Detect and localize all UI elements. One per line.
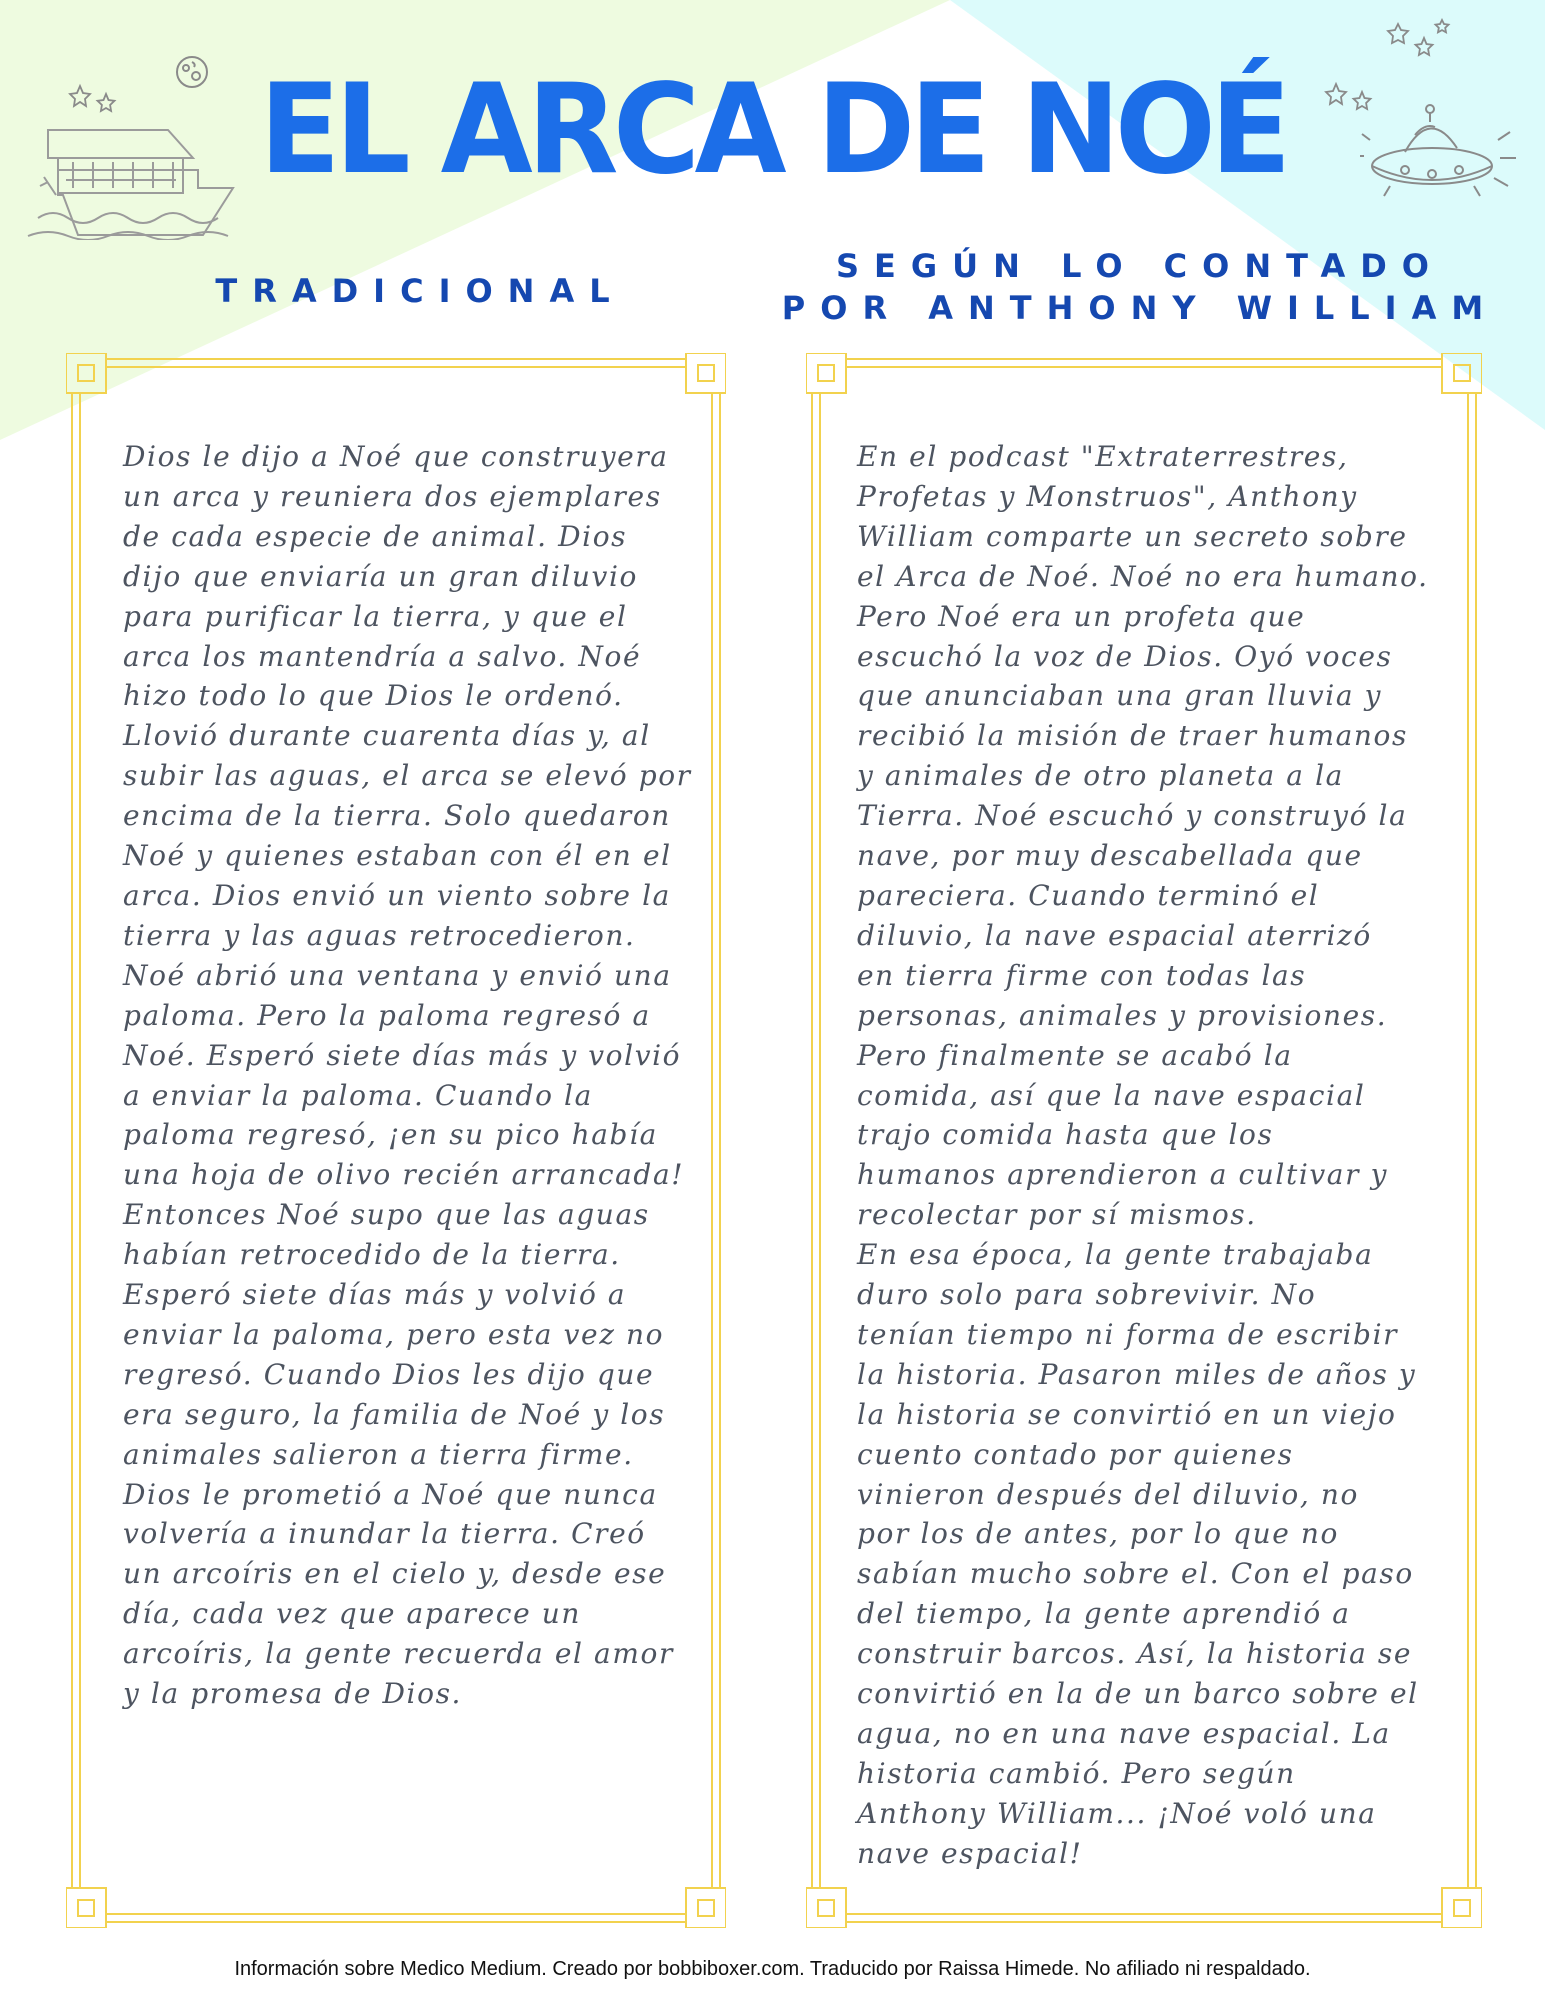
- text-line: nave espacial!: [857, 1836, 1083, 1870]
- text-line: arcoíris, la gente recuerda el amor: [123, 1637, 674, 1671]
- text-line: a enviar la paloma. Cuando la: [123, 1078, 593, 1112]
- text-line: enviar la paloma, pero esta vez no: [123, 1317, 665, 1351]
- text-line: Esperó siete días más y volvió a: [123, 1278, 627, 1312]
- text-line: habían retrocedido de la tierra.: [123, 1238, 621, 1272]
- text-line: pareciera. Cuando terminó el: [857, 878, 1320, 912]
- text-line: tenían tiempo ni forma de escribir: [857, 1317, 1399, 1351]
- text-line: y animales de otro planeta a la: [857, 759, 1344, 793]
- text-line: humanos aprendieron a cultivar y: [857, 1158, 1388, 1192]
- text-line: Llovió durante cuarenta días y, al: [123, 719, 651, 753]
- text-line: volvería a inundar la tierra. Creó: [123, 1517, 646, 1551]
- text-line: arca los mantendría a salvo. Noé: [123, 639, 642, 673]
- right-heading-line-2: POR ANTHONY WILLIAM: [781, 289, 1499, 327]
- footer-credits: Información sobre Medico Medium. Creado por bobbiboxer.com. Traducido por Raissa Himede. No afiliado ni respaldado.: [234, 1958, 1311, 1980]
- text-line: recibió la misión de traer humanos: [857, 719, 1408, 753]
- text-line: duro solo para sobrevivir. No: [857, 1278, 1317, 1312]
- text-line: era seguro, la familia de Noé y los: [123, 1397, 666, 1431]
- text-line: cuento contado por quienes: [857, 1437, 1294, 1471]
- text-line: arca. Dios envió un viento sobre la: [123, 878, 671, 912]
- text-line: personas, animales y provisiones.: [857, 998, 1388, 1032]
- text-line: el Arca de Noé. Noé no era humano.: [857, 559, 1429, 593]
- text-line: la historia. Pasaron miles de años y: [857, 1357, 1417, 1391]
- text-line: Pero finalmente se acabó la: [857, 1038, 1293, 1072]
- text-line: una hoja de olivo recién arrancada!: [123, 1158, 685, 1192]
- text-line: En esa época, la gente trabajaba: [857, 1238, 1374, 1272]
- text-line: por los de antes, por lo que no: [857, 1517, 1339, 1551]
- text-line: William comparte un secreto sobre: [857, 519, 1408, 553]
- text-line: regresó. Cuando Dios les dijo que: [123, 1357, 655, 1391]
- right-heading-line-1: SEGÚN LO CONTADO: [835, 247, 1444, 285]
- text-line: trajo comida hasta que los: [857, 1118, 1274, 1152]
- text-line: la historia se convirtió en un viejo: [857, 1397, 1397, 1431]
- text-line: Tierra. Noé escuchó y construyó la: [857, 799, 1408, 833]
- text-line: un arcoíris en el cielo y, desde ese: [123, 1557, 667, 1591]
- text-line: Noé y quienes estaban con él en el: [123, 839, 672, 873]
- text-line: construir barcos. Así, la historia se: [857, 1637, 1412, 1671]
- text-line: Pero Noé era un profeta que: [857, 599, 1306, 633]
- text-line: agua, no en una nave espacial. La: [857, 1717, 1391, 1750]
- traditional-story-text: [123, 437, 692, 1714]
- text-line: Dios le prometió a Noé que nunca: [123, 1477, 658, 1511]
- text-line: vinieron después del diluvio, no: [857, 1477, 1359, 1511]
- text-line: tierra y las aguas retrocedieron.: [123, 918, 636, 952]
- text-line: sabían mucho sobre el. Con el paso: [857, 1557, 1414, 1591]
- text-line: escuchó la voz de Dios. Oyó voces: [857, 639, 1393, 673]
- text-line: Dios le dijo a Noé que construyera: [123, 440, 669, 473]
- text-line: recolectar por sí mismos.: [857, 1198, 1257, 1232]
- right-column-heading: [770, 245, 1510, 329]
- page-title: EL ARCA DE NOÉ: [259, 58, 1286, 202]
- text-line: del tiempo, la gente aprendió a: [857, 1597, 1351, 1631]
- left-column-heading: TRADICIONAL: [215, 272, 625, 310]
- text-line: y la promesa de Dios.: [123, 1677, 463, 1711]
- text-line: que anunciaban una gran lluvia y: [857, 679, 1383, 713]
- star-cluster-icon: [1380, 18, 1455, 63]
- text-line: nave, por muy descabellada que: [857, 839, 1363, 873]
- text-line: paloma. Pero la paloma regresó a: [123, 998, 651, 1032]
- text-line: En el podcast "Extraterrestres,: [857, 440, 1349, 473]
- text-line: para purificar la tierra, y que el: [123, 599, 628, 633]
- text-line: de cada especie de animal. Dios: [123, 519, 628, 553]
- text-line: un arca y reuniera dos ejemplares: [123, 479, 662, 513]
- text-line: hizo todo lo que Dios le ordenó.: [123, 679, 624, 713]
- text-line: Profetas y Monstruos", Anthony: [857, 479, 1358, 513]
- text-line: encima de la tierra. Solo quedaron: [123, 799, 671, 833]
- text-line: comida, así que la nave espacial: [857, 1078, 1366, 1112]
- text-line: animales salieron a tierra firme.: [123, 1437, 634, 1471]
- text-line: día, cada vez que aparece un: [123, 1597, 582, 1631]
- text-line: Entonces Noé supo que las aguas: [123, 1198, 650, 1232]
- text-line: convirtió en la de un barco sobre el: [857, 1677, 1419, 1711]
- text-line: historia cambió. Pero según: [857, 1756, 1296, 1790]
- text-line: en tierra firme con todas las: [857, 958, 1307, 992]
- text-line: diluvio, la nave espacial aterrizó: [857, 918, 1372, 952]
- text-line: subir las aguas, el arca se elevó por: [123, 759, 692, 793]
- text-line: Anthony William... ¡Noé voló una: [857, 1796, 1377, 1830]
- text-line: Noé abrió una ventana y envió una: [123, 958, 672, 992]
- text-line: Noé. Esperó siete días más y volvió: [123, 1038, 682, 1072]
- text-line: dijo que enviaría un gran diluvio: [123, 559, 638, 593]
- anthony-william-story-text: [857, 437, 1429, 1874]
- text-line: paloma regresó, ¡en su pico había: [123, 1118, 658, 1152]
